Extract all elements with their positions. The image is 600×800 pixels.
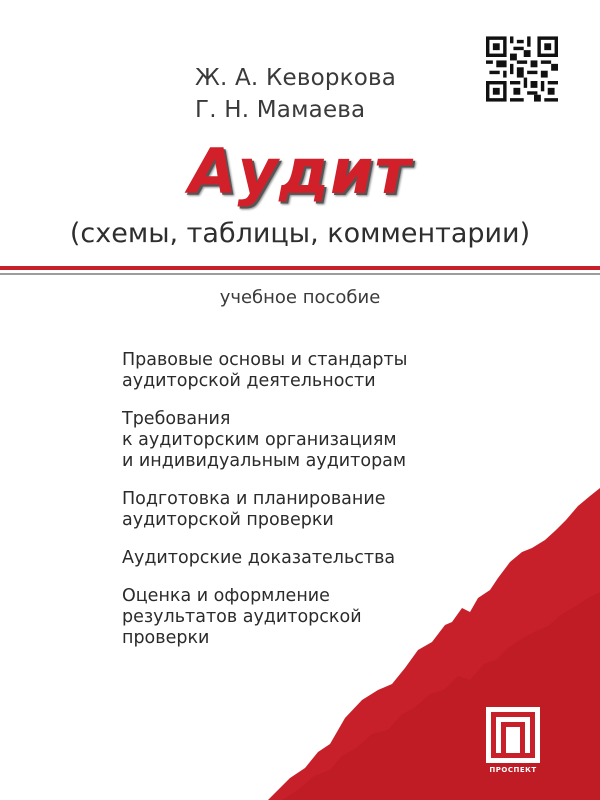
topic-item: Аудиторские доказательства (122, 548, 396, 568)
topic-list (122, 350, 562, 666)
divider-red (0, 266, 600, 270)
publisher-logo-icon (482, 705, 544, 767)
book-title: Аудит (188, 135, 412, 208)
author-1: Ж. А. Кеворкова (195, 65, 397, 91)
publisher-name: ПРОСПЕКТ (489, 766, 537, 774)
book-subtitle: (схемы, таблицы, комментарии) (69, 218, 531, 249)
author-2: Г. Н. Мамаева (195, 97, 366, 123)
qr-code-icon (486, 36, 558, 102)
topic-item: Требования к аудиторским организациям и индивидуальным аудиторам (122, 409, 407, 471)
authors (195, 62, 396, 126)
topic-item: Правовые основы и стандарты аудиторской деятельности (122, 350, 408, 391)
topic-item: Подготовка и планирование аудиторской проверки (122, 489, 386, 530)
divider-gray (0, 273, 600, 275)
topic-item: Оценка и оформление результатов аудиторской проверки (122, 586, 362, 648)
book-type: учебное пособие (219, 287, 381, 308)
